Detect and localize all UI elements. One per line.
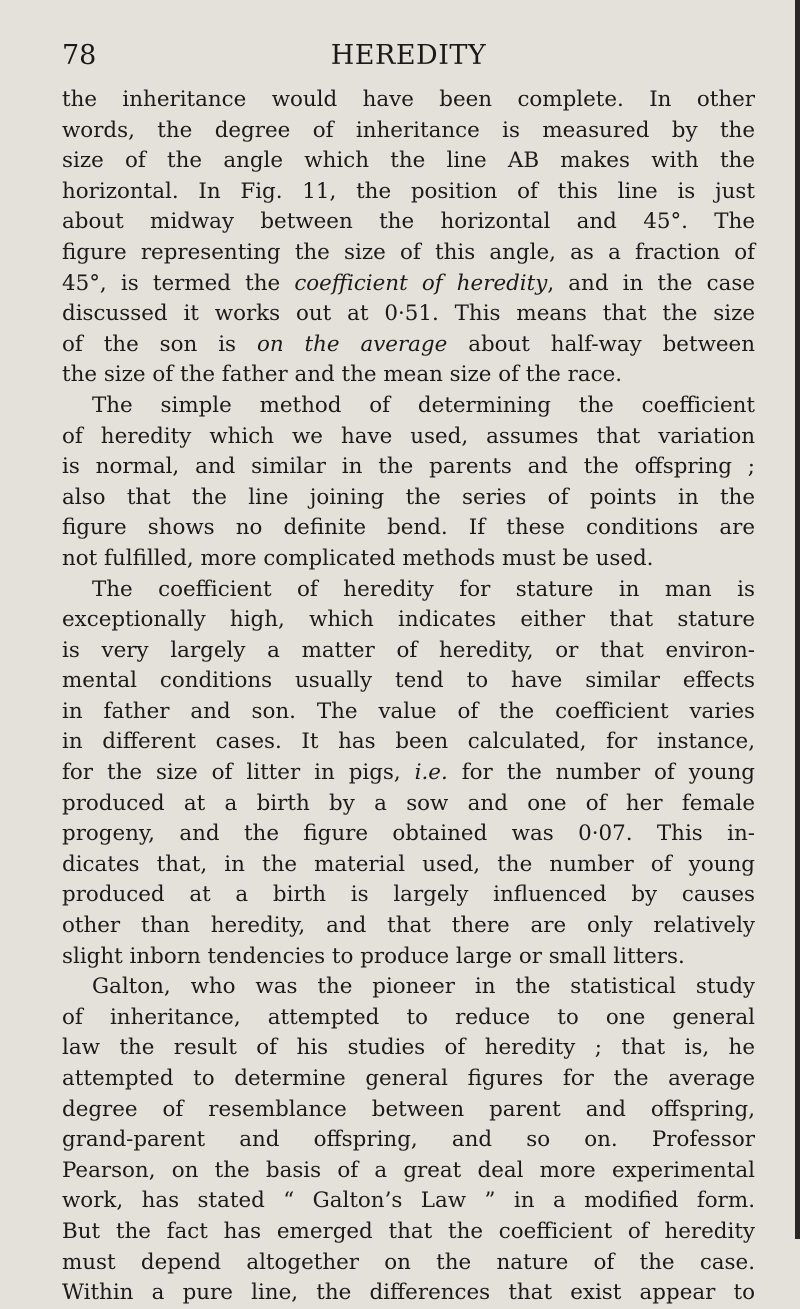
text-line <box>62 972 755 1003</box>
text-segment: for the size of litter in pigs, <box>62 760 415 786</box>
text-segment: not fulfilled, more complicated methods must be used. <box>62 545 654 571</box>
text-line <box>62 789 755 820</box>
text-segment: Pearson, on the basis of a great deal more experimental <box>62 1157 755 1183</box>
text-line <box>62 330 755 361</box>
text-segment: about half-way between <box>447 331 755 357</box>
text-line <box>62 116 755 147</box>
book-page <box>62 38 755 1309</box>
text-line <box>62 727 755 758</box>
text-segment: degree of resemblance between parent and offspring, <box>62 1096 755 1122</box>
body-text <box>62 85 755 1309</box>
text-line <box>62 391 755 422</box>
text-segment: But the fact has emerged that the coefficient of heredity <box>62 1218 755 1244</box>
text-line <box>62 513 755 544</box>
text-line <box>62 207 755 238</box>
text-line <box>62 575 755 606</box>
text-line <box>62 422 755 453</box>
text-line <box>62 1278 755 1309</box>
text-segment: produced at a birth by a sow and one of her female <box>62 790 755 816</box>
page-header <box>62 38 755 74</box>
text-segment: size of the angle which the line AB makes with the <box>62 148 755 174</box>
text-line <box>62 1125 755 1156</box>
text-line <box>62 880 755 911</box>
text-line <box>62 177 755 208</box>
text-segment: the size of the father and the mean size of the race. <box>62 362 623 388</box>
text-segment: in different cases. It has been calculated, for instance, <box>62 729 755 755</box>
running-head: HEREDITY <box>330 40 487 71</box>
text-line <box>62 1033 755 1064</box>
text-line <box>62 819 755 850</box>
text-segment: is normal, and similar in the parents and the offspring ; <box>62 454 755 480</box>
text-segment: law the result of his studies of heredity ; that is, he <box>62 1035 755 1061</box>
text-segment: The coefficient of heredity for stature in man is <box>92 576 755 602</box>
text-line <box>62 1156 755 1187</box>
text-line <box>62 1095 755 1126</box>
text-segment: the inheritance would have been complete. In other <box>62 87 755 112</box>
text-segment: for the number of young <box>447 760 756 786</box>
text-segment: slight inborn tendencies to produce large or small litters. <box>62 943 685 969</box>
text-segment: figure shows no definite bend. If these conditions are <box>62 515 755 541</box>
text-segment: mental conditions usually tend to have similar effects <box>62 668 755 694</box>
text-segment: of heredity which we have used, assumes that variation <box>62 423 755 449</box>
text-segment: about midway between the horizontal and 45°. The <box>62 209 755 235</box>
text-line <box>62 238 755 269</box>
text-segment: discussed it works out at 0·51. This means that the size <box>62 301 755 327</box>
text-line <box>62 636 755 667</box>
text-segment: attempted to determine general figures for the average <box>62 1066 755 1091</box>
text-line <box>62 299 755 330</box>
text-line <box>62 1217 755 1248</box>
text-segment: grand-parent and offspring, and so on. Professor <box>62 1127 755 1153</box>
text-line <box>62 1186 755 1217</box>
text-line <box>62 1248 755 1279</box>
text-line <box>62 85 755 116</box>
text-line <box>62 605 755 636</box>
text-segment: other than heredity, and that there are only relatively <box>62 913 755 939</box>
text-line <box>62 544 755 575</box>
text-segment: also that the line joining the series of points in the <box>62 484 755 510</box>
text-segment: work, has stated “ Galton’s Law ” in a modified form. <box>62 1188 755 1214</box>
text-segment: in father and son. The value of the coefficient varies <box>62 698 755 724</box>
text-segment: dicates that, in the material used, the number of young <box>62 851 755 877</box>
text-segment: Within a pure line, the differences that exist appear to <box>62 1280 755 1306</box>
page-number: 78 <box>62 40 97 71</box>
text-segment: , and in the case <box>547 270 755 296</box>
italic-text: coefficient of heredity <box>294 270 548 296</box>
text-line <box>62 452 755 483</box>
text-line <box>62 850 755 881</box>
text-line <box>62 911 755 942</box>
italic-text: i.e. <box>414 760 448 786</box>
text-segment: figure representing the size of this angle, as a fraction of <box>62 239 755 265</box>
text-segment: words, the degree of inheritance is measured by the <box>62 117 755 143</box>
text-segment: Galton, who was the pioneer in the statistical study <box>92 974 755 1000</box>
text-segment: must depend altogether on the nature of the case. <box>62 1249 755 1275</box>
text-line <box>62 483 755 514</box>
text-line <box>62 1064 755 1095</box>
italic-text: on the average <box>256 331 448 357</box>
text-segment: horizontal. In Fig. 11, the position of this line is just <box>62 178 755 204</box>
text-line <box>62 942 755 973</box>
text-line <box>62 1003 755 1034</box>
scan-edge <box>795 0 800 1239</box>
text-line <box>62 146 755 177</box>
text-line <box>62 269 755 300</box>
text-line <box>62 697 755 728</box>
text-line <box>62 758 755 789</box>
text-segment: The simple method of determining the coefficient <box>92 392 755 418</box>
text-segment: exceptionally high, which indicates either that stature <box>62 607 755 633</box>
text-segment: of the son is <box>62 331 257 357</box>
text-segment: produced at a birth is largely influenced by causes <box>62 882 755 908</box>
text-segment: progeny, and the figure obtained was 0·07. This in- <box>62 821 755 847</box>
text-line <box>62 360 755 391</box>
text-segment: 45°, is termed the <box>62 270 295 296</box>
text-line <box>62 666 755 697</box>
text-segment: is very largely a matter of heredity, or that environ- <box>62 637 755 663</box>
text-segment: of inheritance, attempted to reduce to one general <box>62 1004 755 1030</box>
